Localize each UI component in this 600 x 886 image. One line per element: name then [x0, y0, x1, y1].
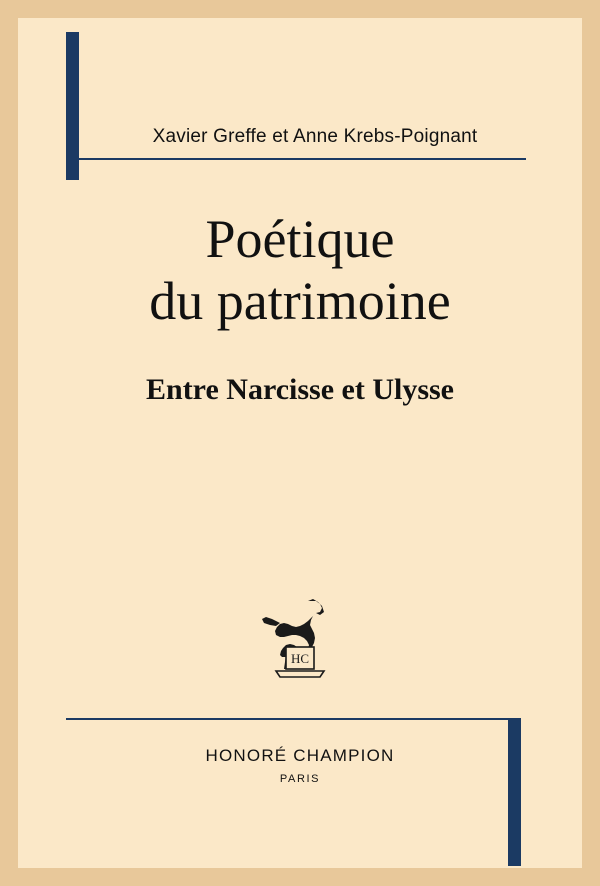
- publisher-logo-icon: [250, 593, 350, 683]
- decorative-vertical-bar-bottom: [508, 718, 521, 866]
- decorative-rule-top: [66, 158, 526, 160]
- publisher-name: HONORÉ CHAMPION: [205, 746, 395, 765]
- authors: Xavier Greffe et Anne Krebs-Poignant: [152, 126, 478, 147]
- decorative-rule-bottom: [66, 718, 521, 720]
- book-subtitle: Entre Narcisse et Ulysse: [146, 373, 454, 406]
- book-title: [18, 208, 582, 332]
- title-line-1: Poétique: [205, 209, 395, 269]
- svg-text:HC: HC: [290, 651, 310, 666]
- cover-page-area: [18, 18, 582, 868]
- title-line-2: du patrimoine: [149, 271, 451, 332]
- publisher-city: PARIS: [279, 773, 321, 785]
